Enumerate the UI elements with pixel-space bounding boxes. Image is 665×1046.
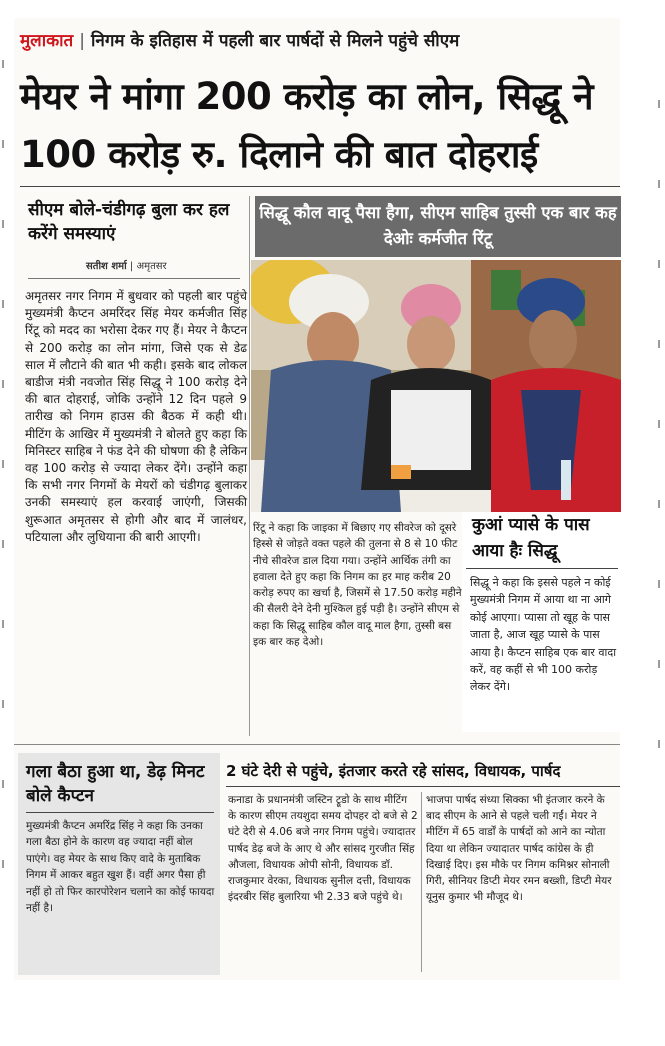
right-margin-dots <box>658 0 660 1046</box>
right-box-body: सिद्धू ने कहा कि इससे पहले न कोई मुख्यमंत्री निगम में आया था ना आगे कोई आएगा। प्यासा तो खूह के पास जाता है, आज खूह प्यासे के पास आया है। कैप्टन साहिब एक बार वादा करें, वह कहीं से भी 100 करोड़ लेकर देंगे। <box>470 576 617 694</box>
right-box-title: कुआं प्यासे के पास आया हैः सिद्धू <box>472 515 590 561</box>
byline-rule <box>28 278 240 279</box>
subhead: सीएम बोले-चंडीगढ़ बुला कर हल करेंगे समस्याएं <box>28 200 230 244</box>
grey-box-body: मुख्यमंत्री कैप्टन अमरिंद्र सिंह ने कहा कि उनका गला बैठा होने के कारण वह ज्यादा नहीं बोल पाएंगे। वह मेयर के साथ किए वादे के मुताबिक निगम में आकर बहुत खुश हैं। वहीं अगर पैसा ही नहीं हो तो फिर कारपोरेशन चलाने का कोई फायदा नहीं है। <box>26 820 215 915</box>
left-margin-dots <box>2 0 4 1046</box>
kicker-text: निगम के इतिहास में पहली बार पार्षदों से मिलने पहुंचे सीएम <box>90 31 460 51</box>
grey-box-rule <box>26 812 214 813</box>
kicker-separator: | <box>79 31 85 51</box>
byline-name: सतीश शर्मा <box>86 261 127 272</box>
headline-rule <box>20 186 620 187</box>
bottom-story-headline: 2 घंटे देरी से पहुंचे, इंतजार करते रहे सांसद, विधायक, पार्षद <box>226 762 561 780</box>
bottom-story-col1: कनाडा के प्रधानमंत्री जस्टिन ट्रूडो के साथ मीटिंग के कारण सीएम तयशुदा समय दोपहर दो बजे से 2 घंटे देरी से 4.06 बजे नगर निगम पहुंचे। ज्यादातर पार्षद डेढ़ बजे के आए थे और सांसद गुरजीत सिंह औजला, विधायक ओपी सोनी, विधायक डॉ. राजकुमार वेरका, विधायक सुनील दत्ती, विधायक इंदरबीर सिंह बुलारिया भी 2.33 बजे पहुंचे थे। <box>228 794 418 904</box>
main-body-text: अमृतसर नगर निगम में बुधवार को पहली बार पहुंचे मुख्यमंत्री कैप्टन अमरिंदर सिंह मेयर कर्मजीत सिंह रिंटू को मदद का भरोसा देकर गए हैं। मेयर ने कैप्टन से 200 करोड़ का लोन मांगा, जिसे एक से डेढ साल में लौटाने की बात भी कही। इसके बाद लोकल बाडीज मंत्री नवजोत सिंह सिद्धू ने 100 करोड़ देने की बात दोहराई, जोकि उन्होंने 12 दिन पहले 9 तारीख को निगम हाउस की बैठक में कही थी। मीटिंग के आखिर में मुख्यमंत्री ने बोलते हुए कहा कि मिनिस्टर साहिब ने फंड देने की घोषणा की है लेकिन वह 100 करोड़ से ज्यादा लेकर देंगे। उन्होंने कहा कि सभी नगर निगमों के मेयरों को चंडीगढ़ बुलाकर उनकी समस्याएं हल करवाई जाएंगी, जिसकी शुरूआत अमृतसर से होगी और बाद में जालंधर, पटियाला और लुधियाना की बारी आएगी। <box>25 289 247 544</box>
bottom-story-col2: भाजपा पार्षद संध्या सिक्का भी इंतजार करने के बाद सीएम के आने से पहले चली गईं। मेयर ने मीटिंग में 65 वार्डों के पार्षदों को आने का न्योता दिया था लेकिन ज्यादातर पार्षद कांग्रेस के ही दिखाई दिए। इस मौके पर निगम कमिश्नर सोनाली गिरी, सीनियर डिप्टी मेयर रमन बख्शी, डिप्टी मेयर यूनुस कुमार भी मौजूद थे। <box>426 794 612 904</box>
bottom-section-rule <box>14 744 620 745</box>
bottom-story-rule <box>226 786 620 787</box>
column-divider <box>249 196 250 736</box>
kicker-line <box>20 28 620 54</box>
right-box-rule <box>466 568 618 569</box>
grey-box-title: गला बैठा हुआ था, डेढ़ मिनट बोले कैप्टन <box>26 762 205 806</box>
bottom-column-divider <box>421 792 422 972</box>
quote-box: सिद्धू कौल वादू पैसा हैगा, सीएम साहिब तुस्सी एक बार कह देओः कर्मजीत रिंटू <box>255 196 621 257</box>
headline: मेयर ने मांगा 200 करोड़ का लोन, सिद्धू ने 100 करोड़ रु. दिलाने की बात दोहराई <box>20 75 594 176</box>
photo-illustration <box>251 260 621 512</box>
byline-place: अमृतसर <box>136 261 167 272</box>
news-photo <box>251 260 621 512</box>
byline <box>86 258 167 272</box>
byline-separator: | <box>129 261 134 272</box>
photo-caption: रिंटू ने कहा कि जाइका में बिछाए गए सीवरेज को दूसरे हिस्से से जोड़ते वक्त पहले की तुलना से 8 से 10 फीट नीचे सीवरेज डाल दिया गया। उन्होंने आर्थिक तंगी का हवाला देते हुए कहा कि निगम का हर माह करीब 20 करोड़ रुपए का खर्चा है, जिसमें से 17.50 करोड़ महीने की सैलरी देने देनी मुश्किल हुई पड़ी है। उन्होंने सीएम से कहा कि सिद्धू साहिब कौल वादू माल हैगा, तुस्सी बस इक बार कह देओ। <box>253 522 462 649</box>
kicker-tag: मुलाकात <box>20 31 74 51</box>
